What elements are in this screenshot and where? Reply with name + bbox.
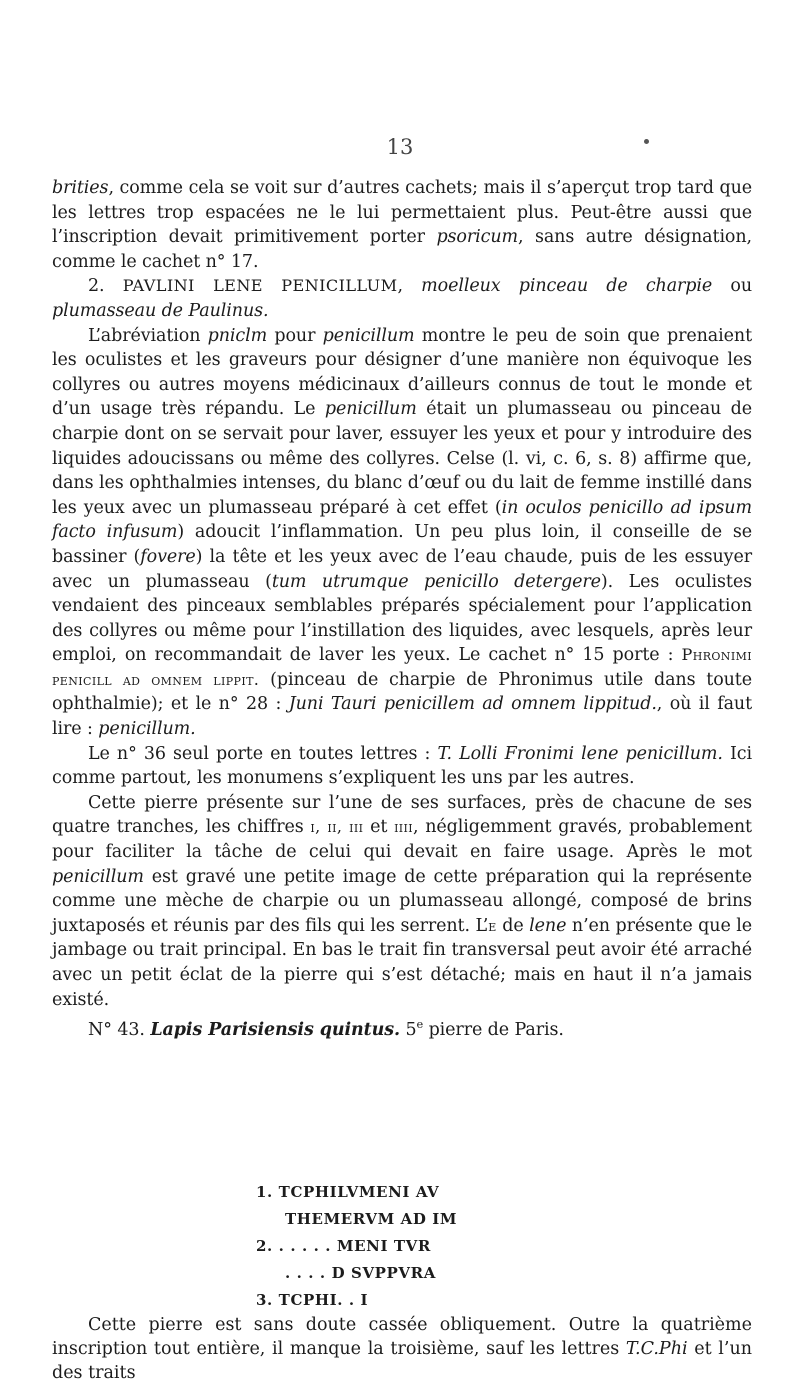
inscription-line: 2. . . . . . MENI TVR [256,1237,431,1255]
closing-paragraph: Cette pierre est sans doute cassée obliquement. Outre la quatrième inscription tout entière, il manque la troisième, sauf les lettres T.C.Phi et l’un des traits [52,1315,753,1383]
paragraph-5: Cette pierre présente sur l’une de ses surfaces, près de chacune de ses quatre tranches, les chiffres i, ii, iii et iiii, négligemment gravés, probablement pour faciliter la tâche de celui qui devait en faire usage. Après le mot penicillum est gravé une petite image de cette préparation qui la représente comme une mèche de charpie ou un plumasseau allongé, composé de brins juxtaposés et réunis par des fils qui les serrent. L’e de lene n’en présente que le jambage ou trait principal. En bas le trait fin transversal peut avoir été arraché avec un petit éclat de la pierre qui s’est détaché; mais en haut il n’a jamais existé. [52,792,752,1010]
inscription-line: THEMERVM AD IM [285,1210,458,1228]
inscription-line: 1. TCPHILVMENI AV [256,1183,440,1201]
inscription-line: 3. TCPHI. . I [256,1291,369,1309]
inscription-line: . . . . D SVPPVRA [285,1264,436,1282]
paragraph-6: N° 43. Lapis Parisiensis quintus. 5e pierre de Paris. [88,1017,564,1041]
margin-mark [644,139,649,144]
paragraph-4: Le n° 36 seul porte en toutes lettres : T. Lolli Fronimi lene penicillum. Ici comme partout, les monumens s’expliquent les uns par les autres. [52,743,752,789]
page-number: 13 [386,135,414,159]
paragraph-1: brities, comme cela se voit sur d’autres cachets; mais il s’aperçut trop tard que les lettres trop espacées ne le lui permettaient plus. Peut-être aussi que l’inscription devait primitivement porter psoricum, sans autre désignation, comme le cachet n° 17. [52,178,753,272]
paragraph-2: 2. PAVLINI LENE PENICILLUM, moelleux pinceau de charpie ou plumasseau de Paulinus. [52,276,752,321]
paragraph-3: L’abréviation pniclm pour penicillum montre le peu de soin que prenaient les oculistes et les graveurs pour désigner d’une manière non équivoque les collyres ou autres moyens médicinaux d’ailleurs connus de tout le monde et d’un usage très répandu. Le penicillum était un plumasseau ou pinceau de charpie dont on se servait pour laver, essuyer les yeux et pour y introduire des liquides adoucissans ou même des collyres. Celse (l. vi, c. 6, s. 8) affirme que, dans les ophthalmies intenses, du blanc d’œuf ou du lait de femme instillé dans les yeux avec un plumasseau préparé à cet effet (in oculos penicillo ad ipsum facto infusum) adoucit l’inflammation. Un peu plus loin, il conseille de se bassiner (fovere) la tête et les yeux avec de l’eau chaude, puis de les essuyer avec un plumasseau (tum utrumque penicillo detergere). Les oculistes vendaient des pinceaux semblables préparés spécialement pour l’application des collyres ou même pour l’instillation des liquides, avec lesquels, après leur emploi, on recommandait de laver les yeux. Le cachet n° 15 porte : Phronimi penicill ad omnem lippit. (pinceau de charpie de Phronimus utile dans toute ophthalmie); et le n° 28 : Juni Tauri penicillem ad omnem lippitud., où il faut lire : penicillum. [52,325,753,740]
body-text [52,176,752,1043]
